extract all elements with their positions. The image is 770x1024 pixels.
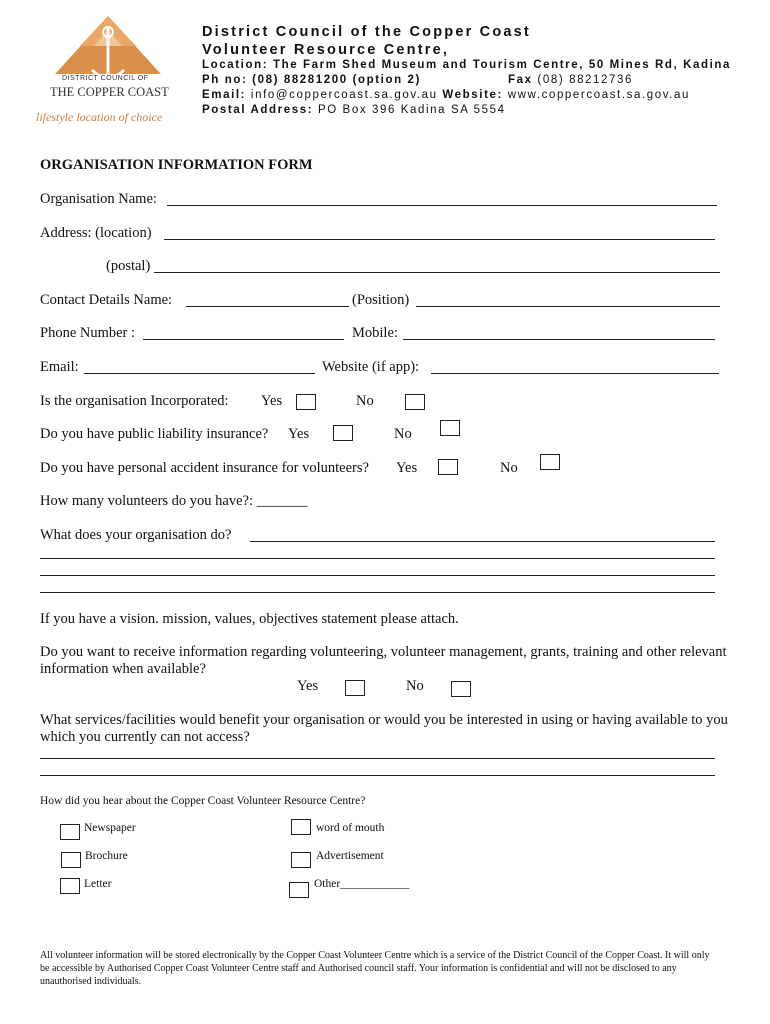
org-name-label: Organisation Name:	[40, 191, 157, 207]
liability-yes-checkbox[interactable]	[333, 425, 353, 441]
what-do-field-4[interactable]	[40, 592, 715, 593]
header-title-2: Volunteer Resource Centre,	[202, 42, 450, 58]
other-checkbox[interactable]	[289, 882, 309, 898]
header-location	[202, 59, 731, 71]
receive-info-yes-label: Yes	[297, 678, 319, 694]
position-label: (Position)	[352, 292, 410, 308]
incorporated-no-label: No	[356, 393, 374, 409]
advertisement-label: Advertisement	[316, 850, 384, 862]
brochure-checkbox[interactable]	[61, 852, 81, 868]
phone-label: Ph no:	[202, 74, 248, 86]
what-do-question: What does your organisation do?	[40, 527, 232, 543]
website-label: Website:	[442, 89, 503, 101]
services-field-1[interactable]	[40, 758, 715, 759]
email-label-form: Email:	[40, 359, 79, 375]
incorporated-yes-label: Yes	[261, 393, 283, 409]
incorporated-no-checkbox[interactable]	[405, 394, 425, 410]
incorporated-yes-checkbox[interactable]	[296, 394, 316, 410]
accident-question: Do you have personal accident insurance for volunteers?	[40, 460, 369, 476]
liability-no-checkbox[interactable]	[440, 420, 460, 436]
word-of-mouth-checkbox[interactable]	[291, 819, 311, 835]
council-logo	[28, 12, 188, 137]
contact-name-field[interactable]	[186, 306, 349, 307]
other-option	[314, 878, 409, 890]
receive-info-no-checkbox[interactable]	[451, 681, 471, 697]
volunteers-question	[40, 493, 307, 510]
header-phone	[202, 74, 421, 86]
website-value: www.coppercoast.sa.gov.au	[507, 89, 691, 101]
other-label: Other	[314, 878, 341, 890]
services-field-2[interactable]	[40, 775, 715, 776]
what-do-field-1[interactable]	[250, 541, 715, 542]
header-fax	[508, 74, 633, 86]
website-field[interactable]	[431, 373, 719, 374]
phone-field[interactable]	[143, 339, 344, 340]
volunteers-count-field[interactable]: _______	[256, 493, 308, 509]
mobile-label: Mobile:	[352, 325, 398, 341]
accident-no-checkbox[interactable]	[540, 454, 560, 470]
other-field[interactable]: ____________	[340, 878, 410, 890]
address-location-field[interactable]	[164, 239, 715, 240]
header-title-1: District Council of the Copper Coast	[202, 24, 531, 40]
website-label-form: Website (if app):	[322, 359, 420, 375]
receive-info-question: Do you want to receive information regarding volunteering, volunteer management, grants, training and other relevant information when available?	[40, 644, 727, 677]
logo-top-text: DISTRICT COUNCIL OF	[62, 75, 149, 82]
fax-label: Fax	[508, 74, 533, 86]
postal-value: PO Box 396 Kadina SA 5554	[317, 104, 506, 116]
letter-checkbox[interactable]	[60, 878, 80, 894]
phone-value: (08) 88281200 (option 2)	[252, 74, 421, 86]
location-value: The Farm Shed Museum and Tourism Centre, 50 Mines Rd, Kadina	[272, 59, 732, 71]
email-field[interactable]	[84, 373, 315, 374]
advertisement-checkbox[interactable]	[291, 852, 311, 868]
newspaper-checkbox[interactable]	[60, 824, 80, 840]
what-do-field-2[interactable]	[40, 558, 715, 559]
accident-yes-label: Yes	[396, 460, 418, 476]
services-question: What services/facilities would benefit your organisation or would you be interested in using or having available to you which you currently can not access?	[40, 712, 728, 745]
location-label: Location:	[202, 59, 269, 71]
hear-question: How did you hear about the Copper Coast Volunteer Resource Centre?	[40, 795, 366, 807]
what-do-field-3[interactable]	[40, 575, 715, 576]
logo-main-text: THE COPPER COAST	[50, 85, 169, 99]
vision-note: If you have a vision. mission, values, objectives statement please attach.	[40, 611, 459, 627]
accident-yes-checkbox[interactable]	[438, 459, 458, 475]
mobile-field[interactable]	[403, 339, 715, 340]
position-field[interactable]	[416, 306, 720, 307]
org-name-field[interactable]	[167, 205, 717, 206]
accident-no-label: No	[500, 460, 518, 476]
contact-name-label: Contact Details Name:	[40, 292, 173, 308]
volunteers-question-text: How many volunteers do you have?:	[40, 493, 254, 509]
letter-label: Letter	[84, 878, 112, 890]
receive-info-no-label: No	[406, 678, 424, 694]
liability-yes-label: Yes	[288, 426, 310, 442]
logo-tagline: lifestyle location of choice	[36, 110, 163, 124]
form-heading: ORGANISATION INFORMATION FORM	[40, 157, 313, 173]
fax-value: (08) 88212736	[537, 74, 634, 86]
receive-info-yes-checkbox[interactable]	[345, 680, 365, 696]
address-postal-field[interactable]	[154, 272, 720, 273]
email-label: Email:	[202, 89, 247, 101]
postal-label: Postal Address:	[202, 104, 314, 116]
header-postal	[202, 104, 506, 116]
newspaper-label: Newspaper	[84, 822, 136, 834]
brochure-label: Brochure	[85, 850, 128, 862]
email-value: info@coppercoast.sa.gov.au	[250, 89, 438, 101]
incorporated-question: Is the organisation Incorporated:	[40, 393, 229, 409]
liability-question: Do you have public liability insurance?	[40, 426, 269, 442]
address-location-label: Address: (location)	[40, 225, 152, 241]
address-postal-label: (postal)	[106, 258, 151, 274]
privacy-footer: All volunteer information will be stored electronically by the Copper Coast Volunteer Centre which is a service of the District Council of the Copper Coast. It will only be accessible by Authorised Copper Coast Volunteer Centre staff and Authorised council staff. Your information is confidential and will not be disclosed to any unauthorised individuals.	[40, 950, 710, 987]
header-email-web	[202, 89, 690, 101]
phone-label-form: Phone Number :	[40, 325, 136, 341]
word-of-mouth-label: word of mouth	[316, 822, 385, 834]
liability-no-label: No	[394, 426, 412, 442]
